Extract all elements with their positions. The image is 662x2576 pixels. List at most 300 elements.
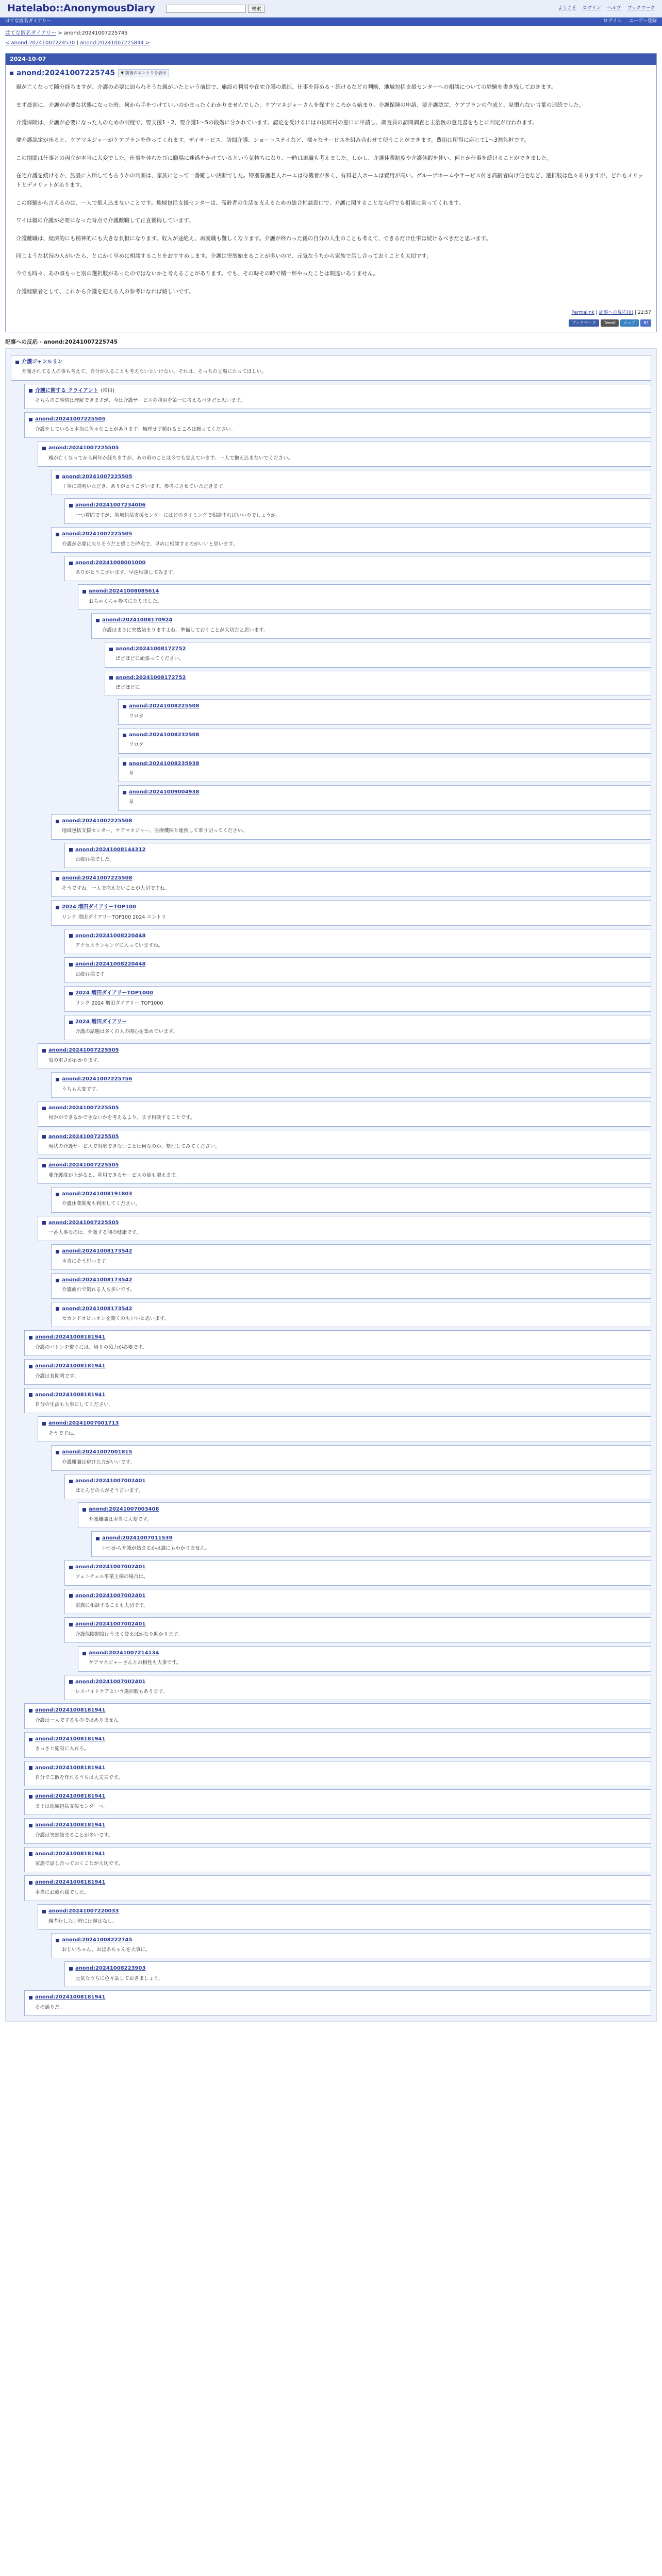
- comment: [64, 556, 651, 582]
- comment-header: [69, 1019, 647, 1026]
- square-icon: [56, 1250, 59, 1253]
- comment-header: [29, 1392, 647, 1399]
- comment-body: 自分でご飯を作れるうちは大丈夫です。: [35, 1775, 123, 1781]
- comment-header: [123, 789, 647, 796]
- header-link[interactable]: ようこそ: [558, 5, 577, 11]
- comment-header: [69, 1592, 647, 1600]
- comment-author-link[interactable]: anond:20241008172752: [115, 646, 186, 652]
- comment-author-link[interactable]: anond:20241007001713: [48, 1420, 119, 1427]
- comment: [64, 1617, 651, 1643]
- comment-author-link[interactable]: anond:20241008181941: [35, 1334, 106, 1341]
- comment-body: お疲れ様でした。: [75, 857, 115, 863]
- comment-header: [82, 1506, 647, 1514]
- comment: [24, 1388, 651, 1414]
- prev-entry-link[interactable]: < anond:20241007224530: [5, 40, 75, 46]
- entry-paragraph: 親が亡くなって随分経ちますが、介護の必要に迫られそうな親がいたという前提で、施設の利用や在宅介護の選択、仕事を辞める・続けるなどの判断、地域包括支援センターへの相談についての経験を書き残しておきます。: [16, 84, 557, 91]
- comment-author-link[interactable]: anond:20241007011539: [102, 1535, 173, 1541]
- square-icon: [29, 1709, 32, 1713]
- square-icon: [42, 1910, 46, 1913]
- comment-author-link[interactable]: 介護ジャンルリン: [22, 359, 63, 365]
- comment: [24, 1990, 651, 2016]
- comment-body: 介護は一人でするものではありません。: [35, 1717, 124, 1723]
- comment-header: [109, 674, 647, 682]
- comment: [38, 1043, 651, 1069]
- comment-author-link[interactable]: anond:20241007225505: [48, 1162, 119, 1168]
- comment-body: まずは地域包括支援センターへ。: [35, 1803, 109, 1809]
- comment-body: リンク 2024 増田ダイアリー TOP1000: [75, 1000, 163, 1006]
- comment: [51, 527, 651, 553]
- comment-body: 本当にお疲れ様でした。: [35, 1889, 89, 1895]
- top-header: [0, 0, 662, 18]
- bookmark-button[interactable]: ブックマーク: [569, 319, 599, 327]
- square-icon: [69, 1480, 73, 1483]
- comment-author-link[interactable]: anond:20241007002401: [75, 1679, 146, 1685]
- comment-header: [109, 646, 647, 653]
- entry-date: 2024-10-07: [6, 54, 656, 65]
- comment: [51, 1445, 651, 1471]
- square-icon: [29, 1795, 32, 1799]
- pager-separator: |: [75, 40, 80, 46]
- comment-author-link[interactable]: anond:20241008085614: [89, 588, 159, 595]
- search-form: [166, 5, 264, 13]
- entry-footer: [6, 310, 656, 332]
- comment-body: 介護離職は避けた方がいいです。: [62, 1459, 135, 1465]
- comment-header: [56, 1449, 647, 1456]
- comment-author-link[interactable]: anond:20241008225508: [129, 703, 200, 709]
- comment-body: そうですね。一人で抱えないことが大切ですね。: [62, 885, 170, 891]
- comment: [51, 900, 651, 926]
- comment-header: [42, 1105, 647, 1112]
- comment-body: ワロタ: [129, 713, 144, 719]
- comment-header: [56, 531, 647, 538]
- comment-body: ほとんどの人がそう言います。: [75, 1488, 144, 1494]
- comment-author-link[interactable]: anond:20241007225508: [62, 875, 133, 882]
- square-icon: [29, 1996, 32, 1999]
- comment-author-link[interactable]: anond:20241008181941: [35, 1363, 106, 1369]
- comment-author-link[interactable]: anond:20241008173542: [62, 1306, 133, 1312]
- comment: [38, 1216, 651, 1242]
- comment-thread: [5, 348, 657, 2022]
- comment-author-link[interactable]: anond:20241008173542: [62, 1277, 133, 1283]
- next-entry-link[interactable]: anond:20241007225844 >: [80, 40, 150, 46]
- comment-body: 地域包括支援センター、ケアマネジャー、医療機関と連携して乗り切ってください。: [62, 828, 247, 834]
- entry-paragraph: まず最初に、介護が必要な状態になった時、何から手をつけていいのかまったくわかりませんでした。ケアマネジャーさんを探すところから始まり、介護保険の申請、要介護認定、ケアプランの作成と、見慣れない言葉の連続でした。: [16, 101, 585, 108]
- square-icon: [69, 963, 73, 967]
- comment-header: [56, 1306, 647, 1313]
- comment: [118, 757, 651, 783]
- comment-author-link[interactable]: anond:20241007002401: [75, 1478, 146, 1484]
- comment-body: 気の重さがわかります。: [48, 1057, 102, 1063]
- comment-author-link[interactable]: anond:20241008173542: [62, 1248, 133, 1255]
- comment-body: 一つ質問ですが、地域包括支援センターにはどのタイミングで相談すればいいのでしょうか。: [75, 512, 281, 518]
- square-icon: [42, 447, 46, 450]
- square-icon: [15, 361, 19, 364]
- comment-header: [29, 1363, 647, 1370]
- nav-bar: [0, 18, 662, 26]
- neighbor-entries-button[interactable]: ▼ 前後のエントリを表示: [118, 69, 169, 77]
- permalink-link[interactable]: Permalink: [571, 310, 594, 316]
- square-icon: [42, 1422, 46, 1426]
- square-icon: [56, 533, 59, 536]
- square-icon: [29, 1336, 32, 1340]
- square-icon: [69, 1623, 73, 1626]
- search-input[interactable]: [166, 5, 246, 13]
- breadcrumb: [0, 26, 662, 39]
- comment: [51, 1273, 651, 1299]
- comment-body: 介護されてる人の事も考えて、自分が入ることも考えないといけない。それは、そっちの立場にたってほしい。: [22, 369, 267, 375]
- comment-body: 介護はまさに突然始まりますよね。準備しておくことが大切だと思います。: [102, 627, 269, 633]
- comment: [78, 1502, 651, 1528]
- comment-header: [29, 1851, 647, 1858]
- comment-header: [42, 1133, 647, 1141]
- comment-body: 介護保険制度はうまく使えばかなり助かります。: [75, 1631, 183, 1637]
- comment-body: うちも大変です。: [62, 1086, 101, 1092]
- comment: [64, 498, 651, 524]
- comment-header: [56, 1076, 647, 1083]
- breadcrumb-current: > anond:20241007225745: [56, 30, 128, 36]
- comment: [64, 957, 651, 983]
- comment-author-link[interactable]: anond:20241008181941: [35, 1879, 106, 1886]
- square-icon: [56, 1307, 59, 1311]
- comment-header: [42, 1420, 647, 1428]
- comments-title: 記事への反応 - anond:20241007225745: [5, 338, 118, 345]
- comment-author-link[interactable]: anond:20241008181941: [35, 1994, 106, 2001]
- comment-author-link[interactable]: anond:20241008181941: [35, 1822, 106, 1828]
- comment-body: レスパイトケアという選択肢もあります。: [75, 1689, 168, 1695]
- comment-body: ほどほどに: [115, 685, 140, 691]
- comment-header: [69, 1679, 647, 1686]
- comment-body: アクセスランキングに入っていますね。: [75, 943, 163, 949]
- comment-header: [29, 1765, 647, 1772]
- square-icon: [69, 934, 73, 938]
- comment-body: 親が亡くなってから何年か経ちますが、あの頃のことは今でも覚えています。一人で抱え込まないでください。: [48, 455, 293, 461]
- comment: [38, 441, 651, 467]
- comment-author-link[interactable]: anond:20241008181941: [35, 1392, 106, 1398]
- square-icon: [42, 1049, 46, 1053]
- square-icon: [42, 1107, 46, 1110]
- entry-paragraph: 要介護認定が出ると、ケアマネジャーがケアプランを作ってくれます。デイサービス、訪問介護、ショートステイなど、様々なサービスを組み合わせて使うことができます。費用は所得に応じて1〜3割負担です。: [16, 137, 529, 144]
- comment-body: 一番大事なのは、介護する側の健康です。: [48, 1230, 141, 1236]
- comment-author-link[interactable]: anond:20241007214134: [89, 1650, 159, 1656]
- square-icon: [82, 1508, 86, 1512]
- comment-author-link[interactable]: anond:20241008001000: [75, 560, 146, 566]
- comment-body: ワロタ: [129, 742, 144, 748]
- comment: [38, 1130, 651, 1156]
- comment: [38, 1101, 651, 1127]
- comment: [51, 1072, 651, 1098]
- square-icon: [82, 1652, 86, 1655]
- comment-header: [82, 1650, 647, 1657]
- comment-header: [42, 1047, 647, 1055]
- comment-header: [29, 387, 647, 395]
- comment-header: [69, 1621, 647, 1629]
- comment: [64, 1474, 651, 1500]
- comment-header: [69, 846, 647, 854]
- entry-title[interactable]: anond:20241007225745: [16, 69, 115, 77]
- comment: [24, 1330, 651, 1356]
- comment-author-link[interactable]: anond:20241007225505: [48, 1133, 119, 1140]
- comment-header: [69, 1965, 647, 1973]
- comment: [64, 1560, 651, 1586]
- square-icon: [109, 676, 113, 680]
- header-link[interactable]: ログイン: [583, 5, 601, 11]
- comment-header: [29, 1736, 647, 1743]
- comment-author-link[interactable]: anond:20241007225505: [35, 416, 106, 422]
- comment-author-link[interactable]: anond:20241008181941: [35, 1736, 106, 1742]
- nav-home-link[interactable]: はてな匿名ダイアリー: [5, 19, 52, 24]
- square-icon: [29, 1393, 32, 1397]
- comment: [24, 1359, 651, 1385]
- comment-author-link[interactable]: anond:20241008181941: [35, 1765, 106, 1771]
- square-icon: [56, 820, 59, 823]
- comment-header: [123, 760, 647, 768]
- comment-author-link[interactable]: anond:20241007225505: [62, 473, 133, 480]
- comment-header: [123, 732, 647, 739]
- comment: [51, 1933, 651, 1959]
- comment: [64, 986, 651, 1012]
- comment-author-link[interactable]: anond:20241008144312: [75, 846, 146, 853]
- comment-author-link[interactable]: anond:20241007225505: [48, 1219, 119, 1226]
- comment-header: [56, 818, 647, 825]
- comment-body: 介護休業制度も利用してください。: [62, 1201, 141, 1207]
- comment-body: 介護疲れで倒れる人も多いです。: [62, 1287, 135, 1293]
- entry-paragraph: この経験から言えるのは、一人で抱え込まないことです。地域包括支援センターは、高齢者の生活を支えるための総合相談窓口で、介護に関することなら何でも相談に乗ってくれます。: [16, 199, 465, 206]
- comment-header: [56, 473, 647, 481]
- comment-author-link[interactable]: anond:20241008181941: [35, 1851, 106, 1857]
- comment: [38, 1904, 651, 1930]
- square-icon: [69, 848, 73, 852]
- comment-author-link[interactable]: 介護に関する クライアント: [35, 387, 98, 394]
- comment-author-link[interactable]: 2024 増田ダイアリーTOP100: [62, 904, 136, 910]
- comment-body: フェトチェル事業主様の場合は。: [75, 1574, 148, 1580]
- comment: [64, 929, 651, 955]
- comment-author-link[interactable]: 2024 増田ダイアリー: [75, 1019, 127, 1025]
- comment-author-link[interactable]: anond:20241007225505: [48, 445, 119, 451]
- comment: [51, 814, 651, 840]
- square-icon: [56, 1939, 59, 1942]
- square-icon: [10, 72, 13, 75]
- square-icon: [42, 1164, 46, 1167]
- entry-paragraph: 介護経験者として、これから介護を迎える人の参考になれば嬉しいです。: [16, 288, 194, 295]
- comment: [38, 1416, 651, 1442]
- comment-author-link[interactable]: 2024 増田ダイアリーTOP1000: [75, 990, 153, 996]
- square-icon: [29, 1852, 32, 1856]
- breadcrumb-home[interactable]: はてな匿名ダイアリー: [5, 30, 57, 36]
- comment-author-link[interactable]: anond:20241008170924: [102, 617, 173, 623]
- square-icon: [69, 1021, 73, 1024]
- comment-body: 介護をしていると本当に色々なことがあります。無理せず頼れるところは頼ってください。: [35, 426, 236, 432]
- comment: [64, 1675, 651, 1701]
- comment: [11, 355, 651, 381]
- comment: [78, 584, 651, 610]
- comment-header: [29, 1879, 647, 1887]
- comment-body: 草: [129, 799, 134, 805]
- comment-header: [56, 904, 647, 911]
- comment-body: 草: [129, 771, 134, 777]
- comment-body: 介護離職は本当に大変です。: [89, 1516, 152, 1522]
- nav-login-link[interactable]: ログイン: [603, 19, 622, 24]
- comment: [24, 1875, 651, 1901]
- comment: [38, 1158, 651, 1184]
- square-icon: [56, 1078, 59, 1081]
- comment-author-link[interactable]: anond:20241008220448: [75, 933, 146, 939]
- comment: [64, 843, 651, 869]
- comment-body: 介護は突然始まることが多いです。: [35, 1832, 113, 1838]
- comment-header: [69, 502, 647, 510]
- comment-author-link[interactable]: anond:20241009004938: [129, 789, 200, 795]
- square-icon: [29, 1738, 32, 1741]
- share-buttons: [11, 319, 651, 327]
- comment: [51, 1187, 651, 1213]
- comment-header: [42, 1162, 647, 1170]
- comment-author-link[interactable]: anond:20241007001815: [62, 1449, 133, 1455]
- comment-header: [69, 933, 647, 940]
- comment-author-link[interactable]: anond:20241007003408: [89, 1506, 159, 1513]
- comment-header: [82, 588, 647, 596]
- square-icon: [56, 1193, 59, 1196]
- comment-author-link[interactable]: anond:20241008222745: [62, 1937, 133, 1943]
- site-logo[interactable]: Hatelabo::AnonymousDiary: [7, 2, 155, 14]
- comment: [118, 728, 651, 754]
- entry-time: 22:57: [638, 310, 651, 316]
- comment-header: [15, 359, 647, 366]
- comment-header: [96, 1535, 647, 1543]
- entry-body: [6, 80, 656, 310]
- comment-body: セカンドオピニオンを聞くのもいいと思います。: [62, 1316, 169, 1322]
- nav-register-link[interactable]: ユーザー登録: [628, 19, 657, 24]
- square-icon: [56, 906, 59, 909]
- comment: [64, 1961, 651, 1987]
- comment-header: [56, 1937, 647, 1944]
- comment: [64, 1015, 651, 1041]
- comment: [24, 1818, 651, 1844]
- comment-author-link[interactable]: anond:20241008220448: [75, 961, 146, 968]
- entry: [5, 53, 657, 332]
- tweet-button[interactable]: Tweet: [601, 319, 619, 327]
- square-icon: [69, 562, 73, 565]
- entry-header: [6, 65, 656, 80]
- comment-author-link[interactable]: anond:20241008235938: [129, 760, 200, 767]
- comment-author-link[interactable]: anond:20241008223903: [75, 1965, 146, 1972]
- entry-paragraph: 介護保険は、介護が必要になった人のための制度で、要支援1・2、要介護1〜5の段階に分かれています。認定を受けるには市区町村の窓口に申請し、調査員の訪問調査と主治医の意見書をもとに判定が行われます。: [16, 119, 538, 126]
- comment-body: 本当にそう思います。: [62, 1258, 111, 1264]
- header-link[interactable]: ヘルプ: [607, 5, 621, 11]
- comment-author-link[interactable]: anond:20241007234006: [75, 502, 146, 509]
- comment-author-link[interactable]: anond:20241007002401: [75, 1592, 146, 1599]
- comment: [24, 1703, 651, 1729]
- square-icon: [29, 1881, 32, 1885]
- comment-header: [96, 617, 647, 624]
- comment-header: [29, 1822, 647, 1829]
- comment-header: [29, 1793, 647, 1801]
- comment: [51, 871, 651, 897]
- comment-author-link[interactable]: anond:20241008181941: [35, 1793, 106, 1800]
- square-icon: [29, 389, 32, 393]
- comment: [24, 1847, 651, 1873]
- comment-header: [42, 1219, 647, 1227]
- comment-body: おじいちゃん、おばあちゃんを大事に。: [62, 1947, 151, 1953]
- comment-body: 家族で話し合っておくことが大切です。: [35, 1861, 123, 1867]
- square-icon: [56, 475, 59, 479]
- comment-author-link[interactable]: anond:20241008172752: [115, 674, 186, 681]
- square-icon: [29, 1365, 32, 1368]
- comment-author-link[interactable]: anond:20241007002401: [75, 1621, 146, 1628]
- comment-body: ケアマネジャーさんとの相性も大事です。: [89, 1660, 181, 1666]
- comment-body: 介護の話題は多くの人の関心を集めています。: [75, 1029, 178, 1035]
- comment-author-link[interactable]: anond:20241008191803: [62, 1191, 133, 1197]
- comment-header: [69, 560, 647, 567]
- hatena-bookmark-button[interactable]: B!: [640, 319, 651, 327]
- comment-author-link[interactable]: anond:20241007225505: [48, 1105, 119, 1111]
- comment-body: ありがとうございます。早速相談してみます。: [75, 570, 177, 576]
- comment-body: 自分の生活も大事にしてください。: [35, 1402, 114, 1408]
- comment: [118, 699, 651, 725]
- comment-author-link[interactable]: anond:20241007002401: [75, 1564, 146, 1570]
- comment: [24, 1732, 651, 1758]
- entry-paragraph: 介護離職は、経済的にも精神的にも大きな負担になります。収入が途絶え、再就職も難しくなります。介護が終わった後の自分の人生のことも考えて、できるだけ仕事は続けるべきだと思います。: [16, 235, 491, 242]
- comment-body: おちゃくちゃ参考になりました。: [89, 598, 162, 604]
- comment-header: [42, 445, 647, 452]
- header-links: [558, 5, 655, 12]
- comment-author-link[interactable]: anond:20241008232508: [129, 732, 200, 738]
- comment: [51, 470, 651, 496]
- square-icon: [29, 418, 32, 421]
- comment: [91, 613, 651, 639]
- comment-body: お疲れ様です: [75, 971, 105, 977]
- comment: [24, 1789, 651, 1815]
- comment: [105, 671, 651, 697]
- square-icon: [69, 1967, 73, 1971]
- square-icon: [56, 1279, 59, 1282]
- comment: [51, 1244, 651, 1270]
- comment-author-link[interactable]: anond:20241007225756: [62, 1076, 133, 1082]
- comment-author-link[interactable]: anond:20241007220033: [48, 1908, 119, 1914]
- comment-header: [69, 1478, 647, 1485]
- entry-paragraph: 同じような状況の人がいたら、とにかく早めに相談することをおすすめします。介護は突然始まることが多いので、元気なうちから家族で話し合っておくことも大切です。: [16, 252, 432, 259]
- comment-author-link[interactable]: anond:20241007225505: [48, 1047, 119, 1054]
- comment-header: [56, 1191, 647, 1198]
- comment-body: 現状の介護サービスで対応できないことは何なのか、整理してみてください。: [48, 1144, 220, 1150]
- comment-body: ほどほどに頑張ってください。: [115, 656, 185, 662]
- search-button[interactable]: 検索: [248, 5, 264, 13]
- header-link[interactable]: ブックマーク: [627, 5, 655, 11]
- comment-header: [42, 1908, 647, 1916]
- comment-body: 介護は長期戦です。: [35, 1373, 79, 1379]
- square-icon: [29, 1824, 32, 1827]
- comments-link[interactable]: 記事への反応(0): [599, 310, 634, 316]
- comment-header: [123, 703, 647, 710]
- comment-author-link[interactable]: anond:20241008181941: [35, 1707, 106, 1714]
- square-icon: [56, 1451, 59, 1454]
- square-icon: [69, 1680, 73, 1684]
- comment-body: 元気なうちに色々話しておきましょう。: [75, 1975, 164, 1981]
- comment-header: [29, 416, 647, 423]
- comment-body: さっさと施設に入れろ。: [35, 1746, 89, 1752]
- comment: [78, 1646, 651, 1672]
- comment: [91, 1531, 651, 1557]
- square-icon: [123, 734, 126, 737]
- comment-body: 家族に相談することも大切です。: [75, 1603, 148, 1609]
- square-icon: [109, 648, 113, 651]
- comment: [105, 642, 651, 668]
- comment-author-link[interactable]: anond:20241007225505: [62, 531, 133, 537]
- entry-paragraph: ワイは親の介護が必要になった時点で介護離職して正直後悔しています。: [16, 217, 194, 224]
- square-icon: [69, 1594, 73, 1598]
- share-button[interactable]: シェア: [620, 319, 639, 327]
- comment-author-link[interactable]: anond:20241007225508: [62, 818, 133, 824]
- square-icon: [123, 762, 126, 766]
- comment-header: [56, 875, 647, 883]
